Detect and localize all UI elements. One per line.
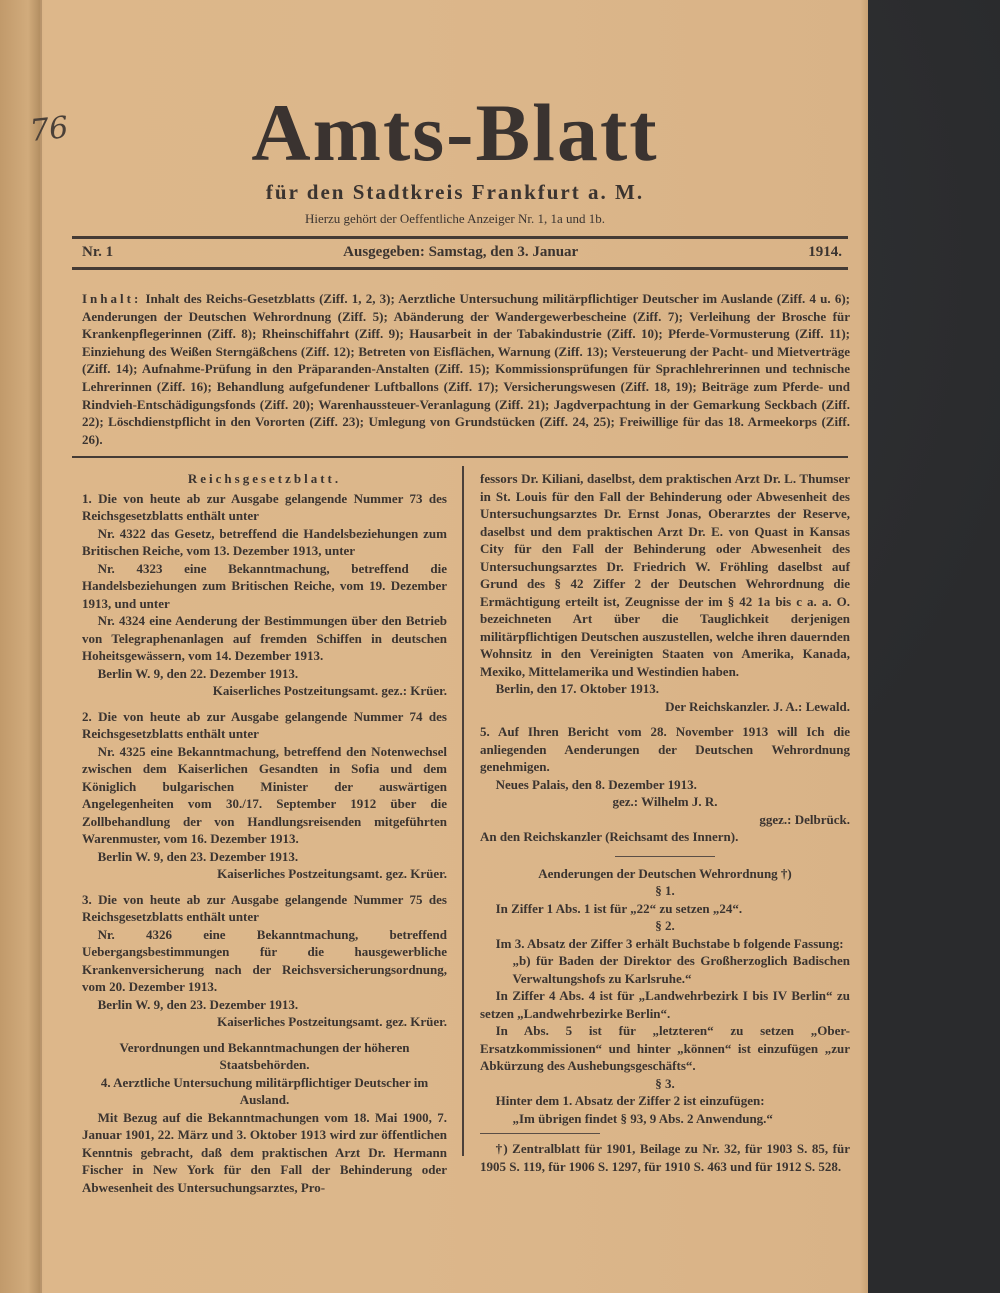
amendments-heading: Aenderungen der Deutschen Wehrordnung †): [538, 865, 792, 881]
header-rule-bottom: [72, 267, 848, 270]
item-4-title: 4. Aerztliche Untersuchung militärpflichtiger Deutscher im Ausland.: [100, 1074, 429, 1107]
item-3-intro: 3. Die von heute ab zur Ausgabe gelangende Nummer 75 des Reichsgesetzblatts enthält unter: [82, 891, 447, 924]
item-4-text: Mit Bezug auf die Bekanntmachungen vom 18. Mai 1900, 7. Januar 1901, 22. März und 3. Oktober 1913 wird zur öffentlichen Kenntnis gebracht, daß dem praktischen Arzt Dr. Hermann Fischer in New York für den Fall der Behinderung oder Abwesenheit des Untersuchungsarztes, Pro-: [82, 1109, 447, 1195]
item-1-entry: Nr. 4323 eine Bekanntmachung, betreffend die Handelsbeziehungen zum Britischen Reiche, vom 19. Dezember 1913, und unter: [82, 560, 447, 611]
item-2-entry: Nr. 4325 eine Bekanntmachung, betreffend den Notenwechsel zwischen dem Kaiserlichen Gesandten in Sofia und dem Königlich bulgarischen Minister der auswärtigen Angelegenheiten vom 30./17. September 1912 über die Zollbehandlung der von Handlungsreisenden mitgeführten Warenmuster, vom 16. Dezember 1913.: [82, 743, 447, 846]
paragraph-1-label: § 1.: [655, 883, 675, 898]
handwritten-note: 76: [28, 110, 70, 149]
item-1-signature: Kaiserliches Postzeitungsamt. gez.: Krüer.: [212, 683, 447, 698]
item-2-place-date: Berlin W. 9, den 23. Dezember 1913.: [97, 848, 299, 864]
page-binding: [0, 0, 40, 1293]
contents-rule: [72, 456, 848, 458]
masthead-supplement: Hierzu gehört der Oeffentliche Anzeiger Nr. 1, 1a und 1b.: [304, 211, 606, 226]
paragraph-2-text-3: In Abs. 5 ist für „letzteren“ zu setzen „Ober-Ersatzkommissionen“ und hinter „können“ ist einzufügen „zur Abkürzung des Aushebungsgeschäfts“.: [480, 1023, 850, 1073]
paragraph-2-quote: „b) für Baden der Direktor des Großherzoglich Badischen Verwaltungshofs zu Karlsruhe.“: [512, 953, 850, 986]
item-4-continuation: fessors Dr. Kiliani, daselbst, dem praktischen Arzt Dr. L. Thumser in St. Louis für den Fall der Behinderung oder Abwesenheit des Untersuchungsarztes Dr. Ernst Jonas, Oberarztes der Reserve, daselbst und dem praktischen Arzt Dr. E. von Quast in Kansas City für den Fall der Behinderung oder Abwesenheit des Untersuchungsarztes Dr. Friedrich W. Fröhling daselbst auf Grund des § 42 Ziffer 2 der Deutschen Wehrordnung die Ermächtigung erteilt ist, Zeugnisse der im § 42 1a bis c a. a. O. bezeichneten Art über die Tauglichkeit derjenigen militärpflichtigen Deutschen auszustellen, welche ihren dauernden Wohnsitz in den Vereinigten Staaten von Amerika, Kanada, Mexiko, Mittelamerika und Westindien haben.: [480, 471, 850, 679]
footnote: †) Zentralblatt für 1901, Beilage zu Nr. 32, für 1903 S. 85, für 1905 S. 119, für 1906 S. 1297, für 1910 S. 463 und für 1912 S. 528.: [480, 1141, 850, 1174]
paragraph-2-text-2: In Ziffer 4 Abs. 4 ist für „Landwehrbezirk I bis IV Berlin“ zu setzen „Landwehrbezirke Berlin“.: [480, 988, 850, 1021]
right-column: [480, 470, 850, 1175]
item-5-signature: gez.: Wilhelm J. R.: [612, 794, 718, 809]
column-divider: [462, 466, 464, 1156]
contents-text: Inhalt des Reichs-Gesetzblatts (Ziff. 1, 2, 3); Aerztliche Untersuchung militärpflichtiger Deutscher im Auslande (Ziff. 4 u. 6); Aenderungen der Deutschen Wehrordnung (Ziff. 5); Abänderung der Wandergewerbescheine (Ziff. 7); Verleihung der Brosche für Krankenpflegerinnen (Ziff. 8); Rheinschiffahrt (Ziff. 9); Hausarbeit in der Tabakindustrie (Ziff. 10); Pferde-Vormusterung (Ziff. 11); Einziehung des Weißen Sterngäßchens (Ziff. 12); Betreten von Eisflächen, Warnung (Ziff. 13); Versteuerung der Pacht- und Mietverträge (Ziff. 14); Aufnahme-Prüfung in den Präparanden-Anstalten (Ziff. 15); Kommissionsprüfungen für Sprachlehrerinnen und technische Lehrerinnen (Ziff. 16); Behandlung aufgefundener Luftballons (Ziff. 17); Versicherungswesen (Ziff. 18, 19); Beiträge zum Pferde- und Rindvieh-Entschädigungsfonds (Ziff. 20); Warenhaussteuer-Veranlagung (Ziff. 21); Jagdverpachtung in der Gemarkung Seckbach (Ziff. 22); Löschdienstpflicht in den Vororten (Ziff. 23); Umlegung von Grundstücken (Ziff. 24, 25); Freiwillige für das 18. Armeekorps (Ziff. 26).: [82, 291, 850, 447]
table-of-contents: [82, 290, 850, 448]
issue-line: [82, 244, 842, 261]
footnote-rule: [480, 1133, 600, 1134]
issue-year: 1914.: [808, 244, 842, 260]
page-crease: [40, 0, 42, 1293]
item-3-signature: Kaiserliches Postzeitungsamt. gez. Krüer.: [217, 1014, 447, 1029]
item-1-intro: 1. Die von heute ab zur Ausgabe gelangende Nummer 73 des Reichsgesetzblatts enthält unter: [82, 490, 447, 523]
item-5-place-date: Neues Palais, den 8. Dezember 1913.: [495, 776, 697, 792]
item-2-intro: 2. Die von heute ab zur Ausgabe gelangende Nummer 74 des Reichsgesetzblatts enthält unter: [82, 708, 447, 741]
section-separator: [615, 856, 715, 857]
left-column: [82, 470, 447, 1196]
section-heading: Reichsgesetzblatt.: [187, 471, 342, 486]
issue-date: Ausgegeben: Samstag, den 3. Januar: [343, 244, 579, 260]
item-5-countersign: ggez.: Delbrück.: [759, 811, 850, 827]
issue-number: Nr. 1: [82, 244, 114, 260]
paragraph-3-text: Hinter dem 1. Absatz der Ziffer 2 ist einzufügen:: [495, 1093, 765, 1108]
item-1-entry: Nr. 4324 eine Aenderung der Bestimmungen über den Betrieb von Telegraphenanlagen auf fremden Schiffen in deutschen Hoheitsgewässern, vom 14. Dezember 1913.: [82, 613, 447, 663]
paragraph-2-text: Im 3. Absatz der Ziffer 3 erhält Buchstabe b folgende Fassung:: [495, 935, 844, 951]
section-heading-2: Verordnungen und Bekanntmachungen der höheren Staatsbehörden.: [119, 1039, 410, 1072]
paragraph-2-label: § 2.: [655, 918, 675, 933]
item-4-signature: Der Reichskanzler. J. A.: Lewald.: [665, 698, 850, 714]
item-5-text: 5. Auf Ihren Bericht vom 28. November 1913 will Ich die anliegenden Aenderungen der Deutschen Wehrordnung genehmigen.: [480, 724, 850, 774]
item-1-entry: Nr. 4322 das Gesetz, betreffend die Handelsbeziehungen zum Britischen Reiche, vom 13. Dezember 1913, unter: [82, 525, 447, 558]
contents-label: Inhalt:: [82, 291, 142, 306]
item-2-signature: Kaiserliches Postzeitungsamt. gez. Krüer.: [217, 866, 447, 881]
masthead-title: Amts-Blatt: [251, 87, 659, 178]
masthead-subtitle: für den Stadtkreis Frankfurt a. M.: [265, 180, 645, 204]
item-3-place-date: Berlin W. 9, den 23. Dezember 1913.: [97, 996, 299, 1012]
paragraph-1-text: In Ziffer 1 Abs. 1 ist für „22“ zu setzen „24“.: [495, 900, 743, 916]
item-5-addressee: An den Reichskanzler (Reichsamt des Innern).: [480, 829, 739, 844]
item-1-place-date: Berlin W. 9, den 22. Dezember 1913.: [97, 665, 299, 681]
paragraph-3-label: § 3.: [655, 1075, 675, 1091]
item-3-entry: Nr. 4326 eine Bekanntmachung, betreffend Uebergangsbestimmungen für die hausgewerbliche Krankenversicherung nach der Reichsversicherungsordnung, vom 20. Dezember 1913.: [82, 926, 447, 994]
header-rule-top: [72, 236, 848, 239]
item-4-place-date: Berlin, den 17. Oktober 1913.: [495, 681, 659, 696]
paragraph-3-quote: „Im übrigen findet § 93, 9 Abs. 2 Anwendung.“: [512, 1110, 773, 1126]
